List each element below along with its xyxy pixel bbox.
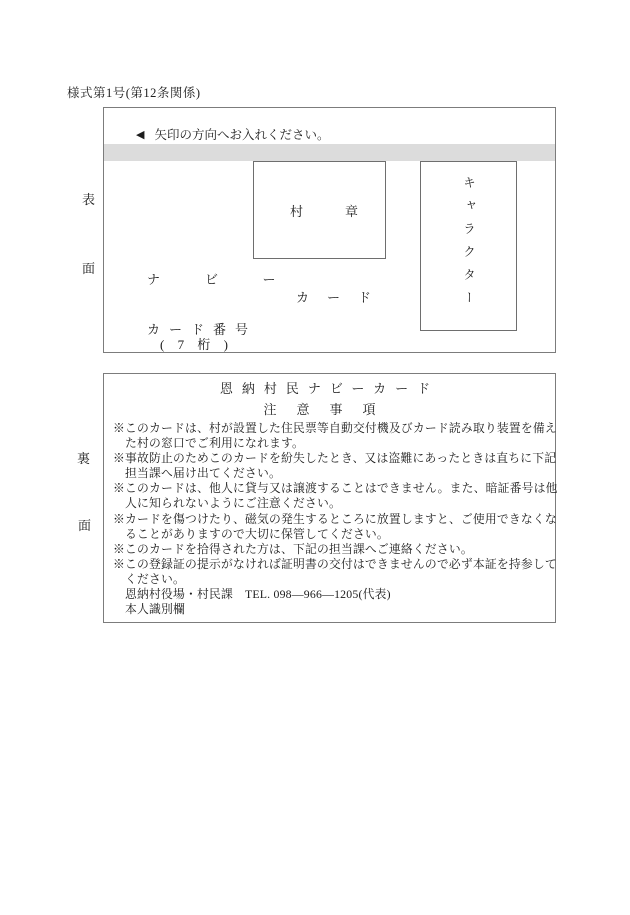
note-line: ※このカードは、村が設置した住民票等自動交付機及びカード読み取り装置を備え bbox=[113, 421, 557, 435]
back-side-label-char: 面 bbox=[78, 518, 92, 533]
navi-card-label-2: カード bbox=[296, 290, 390, 305]
note-line: ※この登録証の提示がなければ証明書の交付はできませんので必ず本証を持参して bbox=[113, 556, 557, 571]
note-line: ※カードを傷つけたり、磁気の発生するところに放置しますと、ご使用できなくな bbox=[113, 511, 557, 526]
back-side-label-char: 裏 bbox=[77, 451, 91, 466]
navi-card-label: ナビー bbox=[147, 272, 321, 287]
front-side-label-char: 面 bbox=[82, 261, 96, 276]
form-number-label: 様式第1号(第12条関係) bbox=[67, 86, 201, 100]
insert-direction-line bbox=[136, 125, 329, 143]
insert-direction-text: 矢印の方向へお入れください。 bbox=[154, 128, 330, 142]
front-card bbox=[103, 107, 556, 353]
card-number-label: カード番号 bbox=[147, 322, 258, 337]
note-line: ることがありますので大切に保管してください。 bbox=[113, 526, 389, 541]
back-card bbox=[103, 373, 556, 623]
front-side-label-char: 表 bbox=[82, 192, 96, 207]
note-line: ※このカードを拾得された方は、下記の担当課へご連絡ください。 bbox=[113, 541, 473, 556]
note-line: ※事故防止のためこのカードを紛失したとき、又は盗難にあったときは直ちに下記 bbox=[113, 451, 557, 466]
note-line: 本人識別欄 bbox=[113, 602, 185, 617]
back-card-subtitle: 注意事項 bbox=[263, 402, 396, 417]
magnetic-stripe bbox=[104, 144, 555, 161]
card-number-digits-label: ( 7 桁 ) bbox=[160, 337, 233, 352]
village-emblem-label: 村章 bbox=[290, 203, 401, 219]
note-line: 恩納村役場・村民課 TEL. 098―966―1205(代表) bbox=[113, 587, 391, 602]
back-card-title: 恩納村民ナビーカード bbox=[219, 381, 440, 396]
note-line: た村の窓口でご利用になれます。 bbox=[113, 436, 305, 451]
character-label: キャラクター bbox=[461, 176, 476, 314]
village-emblem-box bbox=[253, 161, 401, 259]
left-arrow-icon: ◀ bbox=[136, 128, 145, 141]
character-box bbox=[420, 161, 517, 331]
note-line: 担当課へ届け出てください。 bbox=[113, 466, 281, 481]
note-line: ください。 bbox=[113, 571, 185, 586]
note-line: 人に知られないようにご注意ください。 bbox=[113, 496, 341, 511]
note-line: ※このカードは、他人に貸与又は譲渡することはできません。また、暗証番号は他 bbox=[113, 481, 558, 496]
